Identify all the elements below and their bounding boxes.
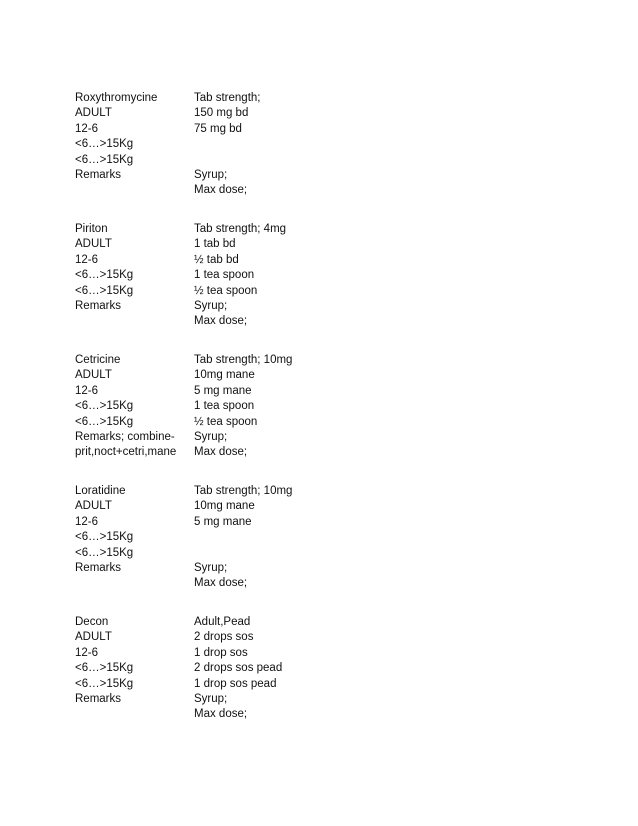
dosage-label: Remarks [75, 693, 122, 705]
dosage-row [75, 692, 575, 707]
drug-name: Piriton [75, 223, 108, 235]
dosage-row [75, 415, 575, 430]
dosage-row [75, 546, 575, 561]
dosage-row [75, 353, 575, 368]
dosage-label: <6…>15Kg [75, 138, 134, 151]
dosage-value: Max dose; [194, 184, 248, 197]
drug-name: Cetricine [75, 354, 121, 366]
drug-strength: Tab strength; 10mg [194, 485, 293, 497]
dosage-row [75, 284, 575, 299]
dosage-value: Syrup; [194, 431, 228, 443]
dosage-label: 12-6 [75, 122, 99, 135]
dosage-label: <6…>15Kg [75, 284, 134, 297]
dosage-label: <6…>15Kg [75, 415, 134, 428]
dosage-label: ADULT [75, 238, 112, 251]
dosage-label: <6…>15Kg [75, 269, 134, 282]
drug-strength: Tab strength; 4mg [194, 223, 287, 235]
dosage-value: 2 drops sos [194, 631, 254, 644]
dosage-row [75, 314, 575, 329]
dosage-row [75, 183, 575, 198]
dosage-value: 1 tea spoon [194, 269, 255, 282]
dosage-label: ADULT [75, 107, 112, 120]
dosage-row [75, 615, 575, 630]
drug-name: Decon [75, 616, 109, 628]
dosage-row [75, 368, 575, 383]
dosage-label: <6…>15Kg [75, 153, 134, 166]
dosage-row [75, 253, 575, 268]
dosage-value: 5 mg mane [194, 515, 252, 528]
dosage-row [75, 384, 575, 399]
dosage-value: 1 drop sos [194, 646, 248, 659]
dosage-row [75, 430, 575, 445]
dosage-row [75, 530, 575, 545]
dosage-label: <6…>15Kg [75, 400, 134, 413]
drug-name: Roxythromycine [75, 92, 158, 104]
dosage-row [75, 399, 575, 414]
dosage-value: 1 tea spoon [194, 400, 255, 413]
dosage-row [75, 646, 575, 661]
dosage-row [75, 576, 575, 591]
dosage-label: <6…>15Kg [75, 662, 134, 675]
dosage-row [75, 222, 575, 237]
dosage-row [75, 91, 575, 106]
dosage-label: Remarks [75, 562, 122, 574]
dosage-value: Max dose; [194, 315, 248, 328]
drug-strength: Tab strength; 10mg [194, 354, 293, 366]
dosage-value: 2 drops sos pead [194, 662, 283, 675]
dosage-label: prit,noct+cetri,mane [75, 446, 177, 459]
dosage-label: ADULT [75, 369, 112, 382]
dosage-label: 12-6 [75, 515, 99, 528]
dosage-label: ADULT [75, 500, 112, 513]
dosage-row [75, 561, 575, 576]
dosage-value: Syrup; [194, 693, 228, 705]
dosage-value: 1 drop sos pead [194, 677, 277, 690]
dosage-row [75, 515, 575, 530]
dosage-value: ½ tea spoon [194, 415, 258, 428]
dosage-row [75, 661, 575, 676]
dosage-label: <6…>15Kg [75, 531, 134, 544]
dosage-value: 150 mg bd [194, 107, 249, 120]
dosage-row [75, 153, 575, 168]
dosage-value: 5 mg mane [194, 384, 252, 397]
dosage-label: <6…>15Kg [75, 677, 134, 690]
dosage-row [75, 707, 575, 722]
dosage-label: 12-6 [75, 646, 99, 659]
drug-strength: Tab strength; [194, 92, 261, 104]
dosage-row [75, 168, 575, 183]
dosage-value: Max dose; [194, 708, 248, 721]
dosage-row [75, 106, 575, 121]
dosage-value: ½ tab bd [194, 253, 239, 266]
dosage-row [75, 630, 575, 645]
drug-name: Loratidine [75, 485, 126, 497]
dosage-row [75, 122, 575, 137]
dosage-row [75, 445, 575, 460]
dosage-label: Remarks [75, 169, 122, 181]
dosage-row [75, 677, 575, 692]
drug-strength: Adult,Pead [194, 616, 251, 628]
dosage-label: Remarks [75, 300, 122, 312]
dosage-label: 12-6 [75, 384, 99, 397]
dosage-value: Max dose; [194, 577, 248, 590]
dosage-label: Remarks; combine- [75, 431, 175, 443]
dosage-row [75, 499, 575, 514]
dosage-value: Syrup; [194, 300, 228, 312]
dosage-value: 10mg mane [194, 369, 255, 382]
dosage-row [75, 299, 575, 314]
dosage-label: 12-6 [75, 253, 99, 266]
dosage-value: 10mg mane [194, 500, 255, 513]
dosage-row [75, 268, 575, 283]
dosage-label: ADULT [75, 631, 112, 644]
dosage-value: Max dose; [194, 446, 248, 459]
dosage-value: Syrup; [194, 562, 228, 574]
dosage-row [75, 137, 575, 152]
dosage-value: ½ tea spoon [194, 284, 258, 297]
dosage-value: 75 mg bd [194, 122, 242, 135]
dosage-label: <6…>15Kg [75, 546, 134, 559]
dosage-row [75, 237, 575, 252]
dosage-row [75, 484, 575, 499]
dosage-value: 1 tab bd [194, 238, 236, 251]
dosage-value: Syrup; [194, 169, 228, 181]
